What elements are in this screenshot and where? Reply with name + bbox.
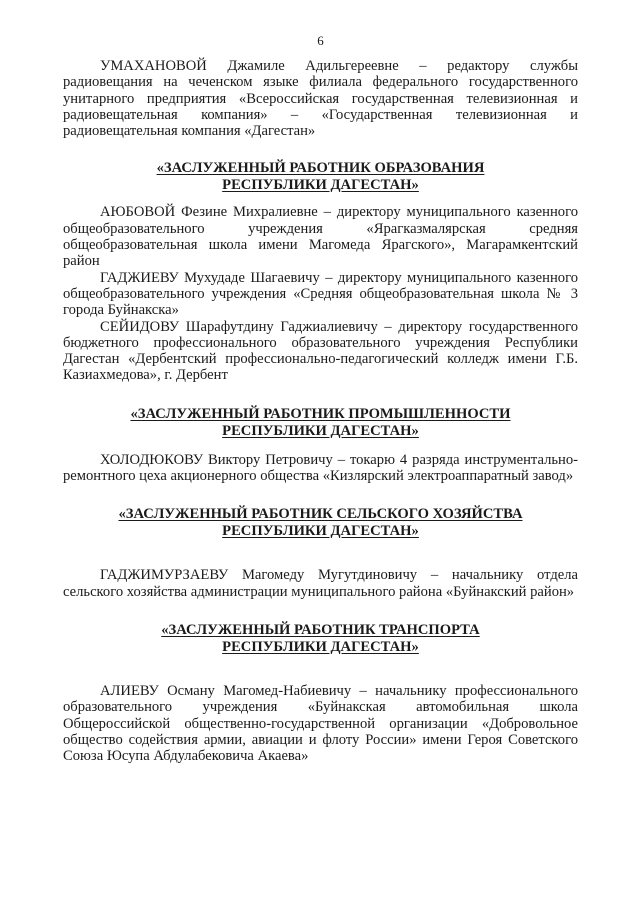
section-transport: [63, 622, 578, 764]
heading-line: РЕСПУБЛИКИ ДАГЕСТАН»: [222, 523, 419, 540]
heading-line: РЕСПУБЛИКИ ДАГЕСТАН»: [222, 422, 419, 439]
heading-line: «ЗАСЛУЖЕННЫЙ РАБОТНИК ПРОМЫШЛЕННОСТИ: [130, 405, 511, 422]
section-heading-agriculture: [63, 506, 578, 540]
heading-line: «ЗАСЛУЖЕННЫЙ РАБОТНИК ОБРАЗОВАНИЯ: [156, 160, 485, 177]
award-entry-ayubova: АЮБОВОЙ Фезине Михралиевне – директору муниципального казенного общеобразовательного учреждения «Ярагказмалярская средняя общеобразовательная школа имени Магомеда Ярагского», Магарамкентский район: [63, 204, 578, 270]
heading-line: РЕСПУБЛИКИ ДАГЕСТАН»: [222, 177, 419, 194]
section-agriculture: [63, 506, 578, 600]
heading-line: «ЗАСЛУЖЕННЫЙ РАБОТНИК ТРАНСПОРТА: [161, 621, 480, 638]
section-heading-transport: [63, 622, 578, 656]
award-entry-gadzhiev: ГАДЖИЕВУ Мухудаде Шагаевичу – директору муниципального казенного общеобразовательного учреждения «Средняя общеобразовательная школа № 3 города Буйнакска»: [63, 269, 578, 319]
award-entry-aliev: АЛИЕВУ Осману Магомед-Набиевичу – начальнику профессионального образовательного учреждения «Буйнакская автомобильная школа Общероссийской общественно-государственной организации «Добровольное общество содействия армии, авиации и флоту России» имени Героя Советского Союза Юсупа Абдулабековича Акаева»: [63, 682, 578, 765]
heading-line: «ЗАСЛУЖЕННЫЙ РАБОТНИК СЕЛЬСКОГО ХОЗЯЙСТВА: [118, 506, 523, 523]
award-entry-seyidov: СЕЙИДОВУ Шарафутдину Гаджиалиевичу – директору государственного бюджетного профессионального образовательного учреждения Республики Дагестан «Дербентский профессионально-педагогический колледж имени Г.Б. Казиахмедова», г. Дербент: [63, 318, 578, 384]
section-industry: [63, 406, 578, 485]
award-entry-gadzhimurzaev: ГАДЖИМУРЗАЕВУ Магомеду Мугутдиновичу – начальнику отдела сельского хозяйства администрации муниципального района «Буйнакский район»: [63, 567, 578, 600]
award-entry-kholodyukov: ХОЛОДЮКОВУ Виктору Петровичу – токарю 4 разряда инструментально-ремонтного цеха акционерного общества «Кизлярский электроаппаратный завод»: [63, 451, 578, 485]
page-number: 6: [317, 33, 324, 48]
section-heading-industry: [63, 406, 578, 440]
award-entry-umakhanova: УМАХАНОВОЙ Джамиле Адильгереевне – редактору службы радиовещания на чеченском языке филиала федерального государственного унитарного предприятия «Всероссийская государственная телевизионная и радиовещательная компания» – «Государственная телевизионная и радиовещательная компания «Дагестан»: [63, 58, 578, 140]
section-education: [63, 160, 578, 383]
heading-line: РЕСПУБЛИКИ ДАГЕСТАН»: [222, 638, 419, 655]
section-heading-education: [63, 160, 578, 194]
